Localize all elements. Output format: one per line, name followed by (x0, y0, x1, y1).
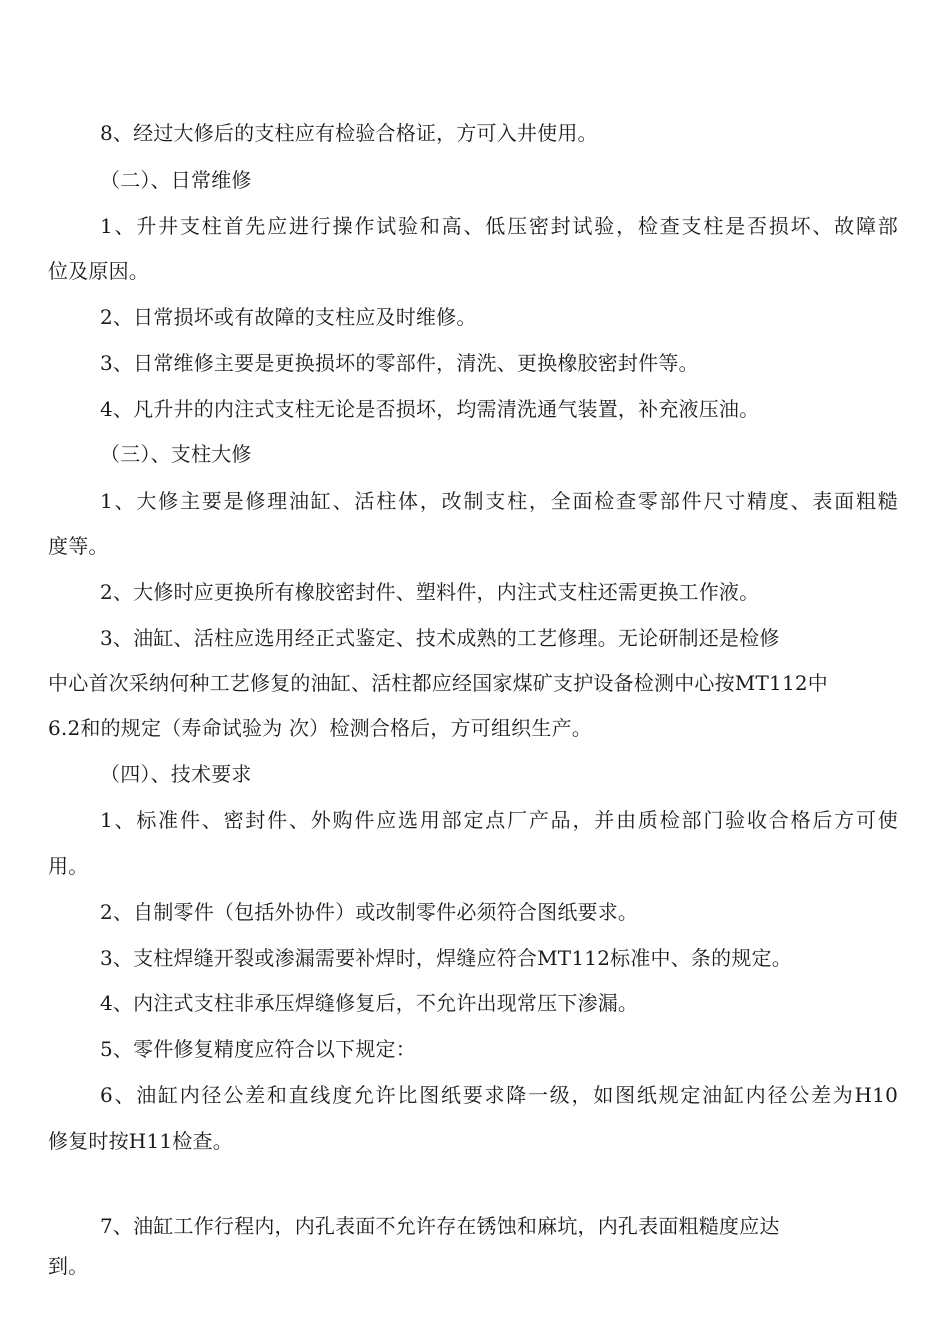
paragraph-line: 3、日常维修主要是更换损坏的零部件，清洗、更换橡胶密封件等。 (100, 351, 699, 375)
section-heading: （三）、支柱大修 (100, 442, 252, 466)
paragraph-line: 6.2和的规定（寿命试验为 次）检测合格后，方可组织生产。 (48, 716, 592, 740)
paragraph-line: 位及原因。 (48, 259, 149, 283)
paragraph-line: 中心首次采纳何种工艺修复的油缸、活柱都应经国家煤矿支护设备检测中心按MT112中 (48, 671, 828, 695)
paragraph-line: 2、自制零件（包括外协件）或改制零件必须符合图纸要求。 (100, 900, 639, 924)
paragraph-line: 1、标准件、密封件、外购件应选用部定点厂产品，并由质检部门验收合格后方可使 (100, 808, 898, 832)
paragraph-line: 7、油缸工作行程内，内孔表面不允许存在锈蚀和麻坑，内孔表面粗糙度应达 (100, 1214, 780, 1238)
paragraph-line: 4、内注式支柱非承压焊缝修复后，不允许出现常压下渗漏。 (100, 991, 639, 1015)
paragraph-line: 用。 (48, 854, 89, 878)
paragraph-line: 2、日常损坏或有故障的支柱应及时维修。 (100, 305, 477, 329)
paragraph-line: 3、支柱焊缝开裂或渗漏需要补焊时，焊缝应符合MT112标准中、条的规定。 (100, 946, 792, 970)
paragraph-line: 1、大修主要是修理油缸、活柱体，改制支柱，全面检查零部件尺寸精度、表面粗糙 (100, 489, 898, 513)
paragraph-line: 到。 (48, 1254, 89, 1278)
paragraph-line: 8、经过大修后的支柱应有检验合格证，方可入井使用。 (100, 121, 598, 145)
section-heading: （四）、技术要求 (100, 762, 252, 786)
paragraph-line: 1、升井支柱首先应进行操作试验和高、低压密封试验，检查支柱是否损坏、故障部 (100, 214, 898, 238)
paragraph-line: 2、大修时应更换所有橡胶密封件、塑料件，内注式支柱还需更换工作液。 (100, 580, 760, 604)
paragraph-line: 5、零件修复精度应符合以下规定： (100, 1037, 416, 1061)
section-heading: （二）、日常维修 (100, 168, 252, 192)
paragraph-line: 4、凡升井的内注式支柱无论是否损坏，均需清洗通气装置，补充液压油。 (100, 397, 760, 421)
paragraph-line: 3、油缸、活柱应选用经正式鉴定、技术成熟的工艺修理。无论研制还是检修 (100, 626, 780, 650)
paragraph-line: 度等。 (48, 534, 109, 558)
paragraph-line: 6、油缸内径公差和直线度允许比图纸要求降一级，如图纸规定油缸内径公差为H10 (100, 1083, 898, 1107)
paragraph-line: 修复时按H11检查。 (48, 1129, 233, 1153)
